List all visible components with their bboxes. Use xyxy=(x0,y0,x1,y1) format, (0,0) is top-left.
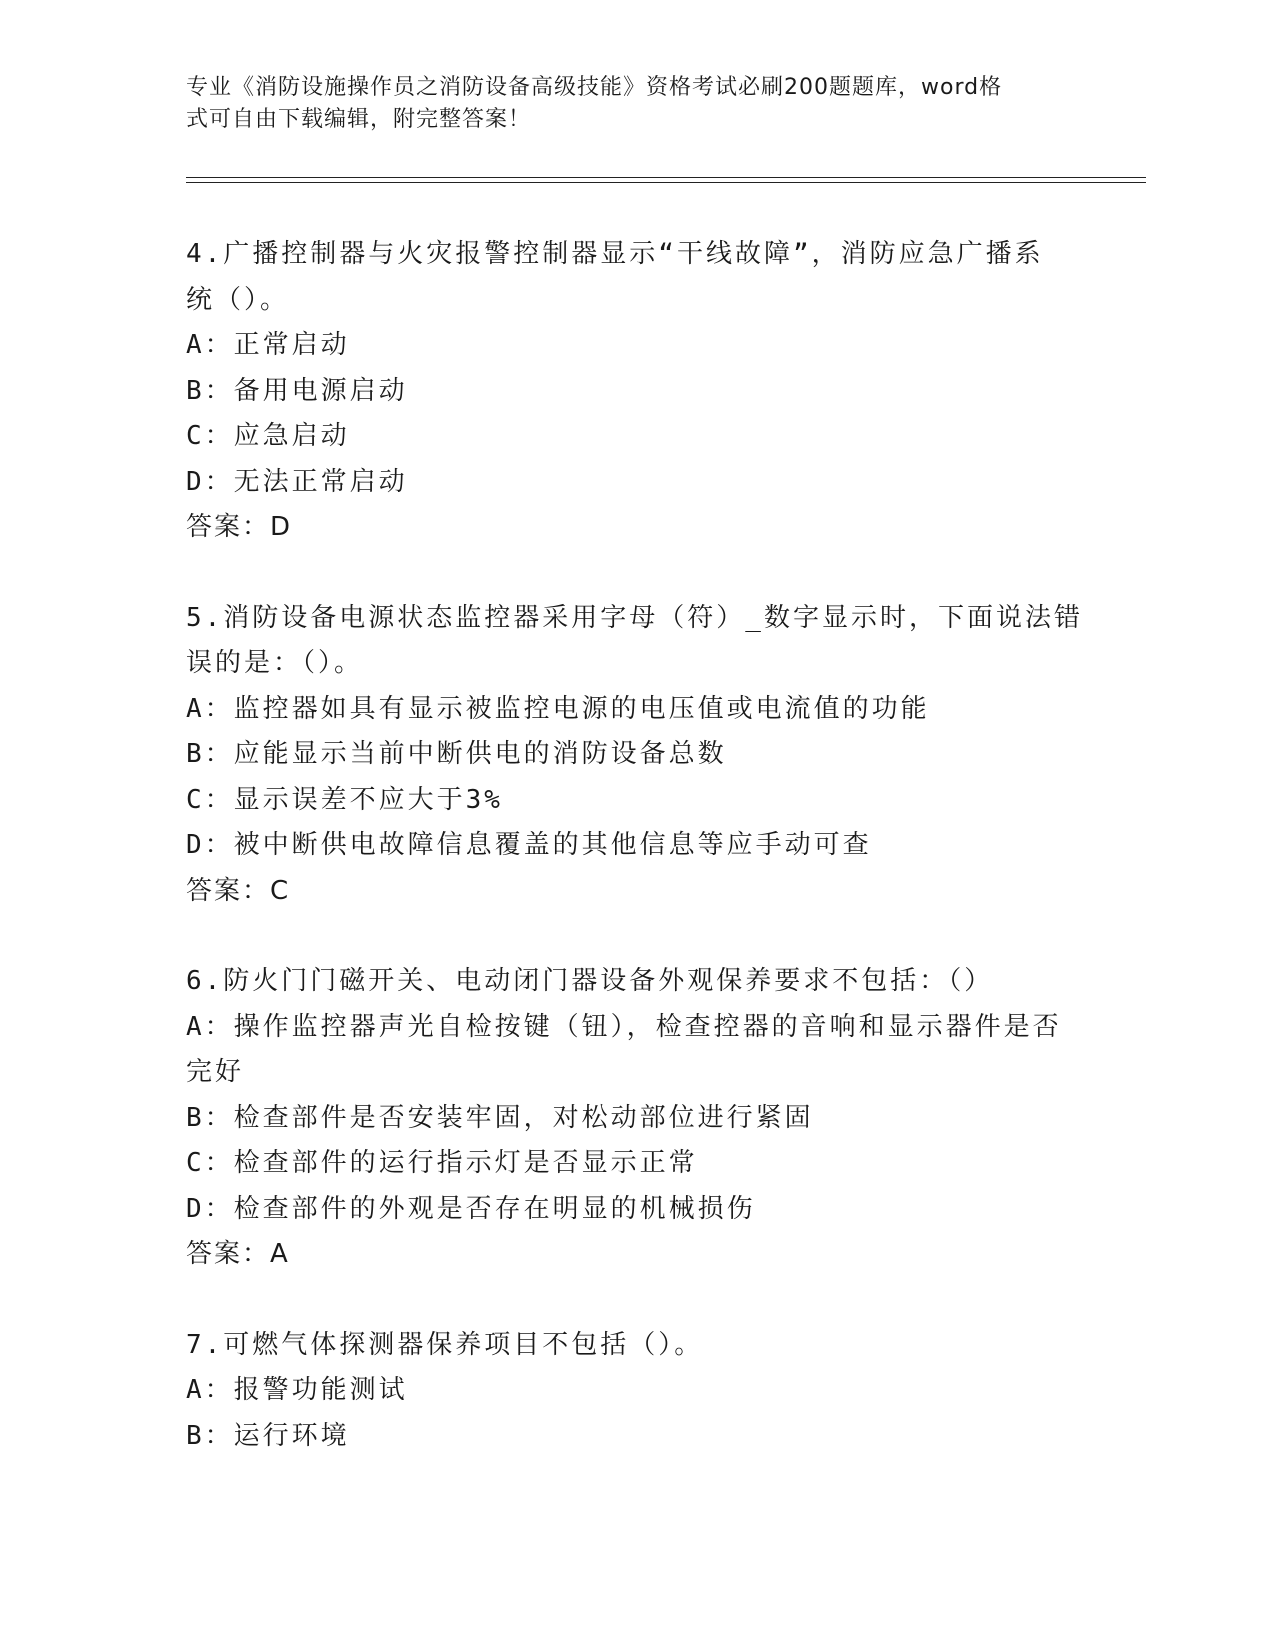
question-stem-line: 6.防火门门磁开关、电动闭门器设备外观保养要求不包括：（） xyxy=(186,966,994,996)
option-a: A：报警功能测试 xyxy=(186,1375,408,1405)
question-stem-line: 统（）。 xyxy=(186,284,290,315)
answer-label: 答案：C xyxy=(186,875,291,906)
header-divider-bottom xyxy=(186,182,1146,183)
question-stem-line: 5.消防设备电源状态监控器采用字母（符）_数字显示时，下面说法错 xyxy=(186,602,1083,633)
question-stem-line: 7.可燃气体探测器保养项目不包括（）。 xyxy=(186,1329,704,1360)
question-6 xyxy=(186,959,1086,1278)
question-7 xyxy=(186,1323,1086,1460)
question-list xyxy=(186,232,1086,1459)
option-b: B：备用电源启动 xyxy=(186,375,408,406)
answer-label: 答案：D xyxy=(186,512,293,542)
option-c: C：检查部件的运行指示灯是否显示正常 xyxy=(186,1148,698,1178)
option-a-continued: 完好 xyxy=(186,1057,245,1087)
header-divider-top xyxy=(186,177,1146,178)
header-line-1: 专业《消防设施操作员之消防设备高级技能》资格考试必刷200题题库，word格 xyxy=(186,75,1003,100)
option-d: D：被中断供电故障信息覆盖的其他信息等应手动可查 xyxy=(186,830,872,860)
option-c: C：应急启动 xyxy=(186,421,350,451)
document-header xyxy=(186,72,1066,136)
question-4 xyxy=(186,232,1086,551)
option-b: B：检查部件是否安装牢固，对松动部位进行紧固 xyxy=(186,1102,814,1133)
option-c: C：显示误差不应大于3% xyxy=(186,784,503,815)
question-stem-line: 4.广播控制器与火灾报警控制器显示“干线故障”，消防应急广播系 xyxy=(186,239,1044,269)
option-d: D：无法正常启动 xyxy=(186,466,408,497)
option-a: A：正常启动 xyxy=(186,330,350,360)
option-a: A：监控器如具有显示被监控电源的电压值或电流值的功能 xyxy=(186,693,930,724)
option-b: B：应能显示当前中断供电的消防设备总数 xyxy=(186,739,727,769)
question-stem-line: 误的是：（）。 xyxy=(186,648,364,678)
answer-label: 答案：A xyxy=(186,1239,290,1269)
question-5 xyxy=(186,596,1086,915)
option-d: D：检查部件的外观是否存在明显的机械损伤 xyxy=(186,1193,756,1224)
option-a: A：操作监控器声光自检按键（钮），检查控器的音响和显示器件是否 xyxy=(186,1011,1062,1042)
header-line-2: 式可自由下载编辑，附完整答案！ xyxy=(186,107,532,132)
option-b: B：运行环境 xyxy=(186,1420,350,1451)
